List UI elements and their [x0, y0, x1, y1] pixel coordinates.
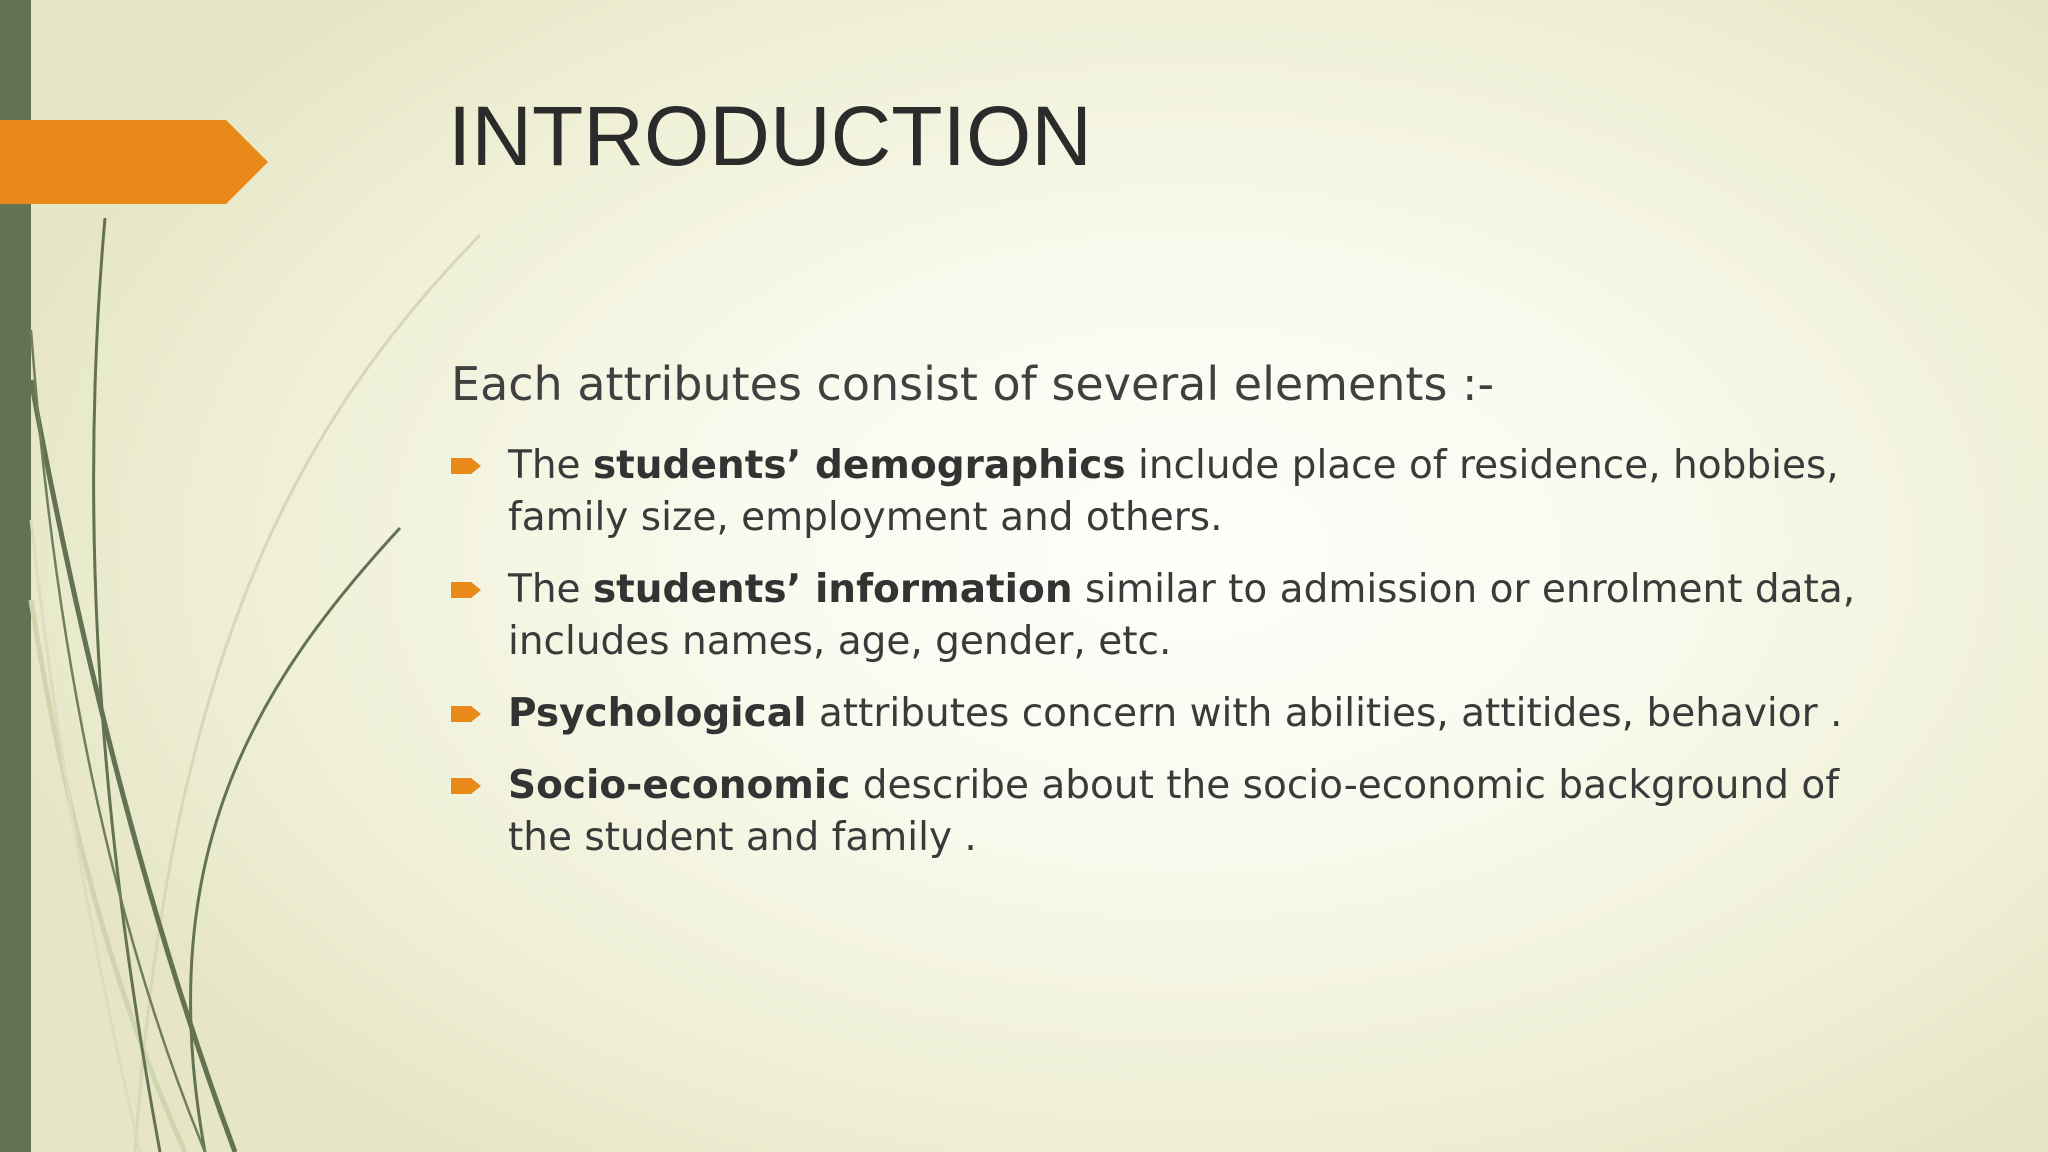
bullet-item — [451, 760, 1911, 864]
arrow-right-icon — [451, 580, 483, 600]
bullet-keyword: Psychological — [508, 691, 807, 736]
slide-title: INTRODUCTION — [448, 89, 1092, 183]
bullet-text: similar to admission or enrolment data, includes names, age, gender, etc. — [508, 567, 1856, 664]
bullet-prefix: The — [508, 567, 593, 612]
arrow-right-icon — [451, 704, 483, 724]
arrow-banner-icon — [0, 118, 280, 218]
arrow-right-icon — [451, 456, 483, 476]
bullet-text: include place of residence, hobbies, family size, employment and others. — [508, 443, 1839, 540]
bullet-prefix: The — [508, 443, 593, 488]
bullet-keyword: students’ demographics — [592, 443, 1126, 488]
intro-text: Each attributes consist of several elements :- — [451, 357, 1495, 411]
bullet-item — [451, 564, 1911, 668]
bullet-text: attributes concern with abilities, attitides, behavior . — [806, 691, 1843, 736]
bullet-keyword: Socio-economic — [508, 763, 851, 808]
bullet-list — [451, 440, 1911, 864]
bullet-item — [451, 688, 1911, 740]
slide-body — [451, 348, 1911, 884]
bullet-keyword: students’ information — [592, 567, 1073, 612]
arrow-right-icon — [451, 776, 483, 796]
bullet-item — [451, 440, 1911, 544]
bullet-text: describe about the socio-economic background of the student and family . — [508, 763, 1839, 860]
